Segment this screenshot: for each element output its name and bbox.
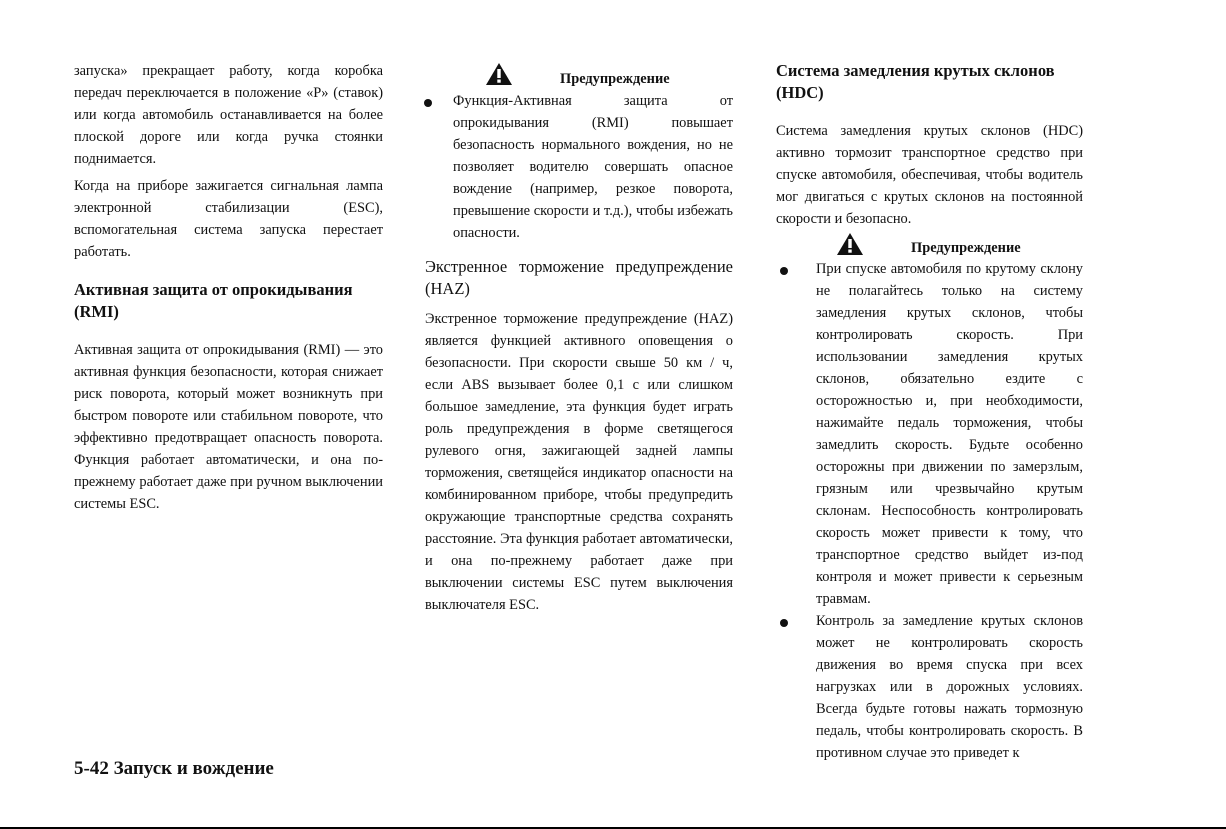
warning-header [776, 234, 1083, 258]
list-item [776, 258, 1083, 610]
warning-list [776, 258, 1083, 764]
paragraph: Когда на приборе зажигается сигнальная лампа электронной стабилизации (ESC), вспомогательная система запуска перестает работать. [74, 178, 383, 260]
page-footer-title: 5-42 Запуск и вождение [74, 758, 274, 779]
left-column [74, 60, 383, 515]
paragraph: Система замедления крутых склонов (HDC) активно тормозит транспортное средство при спуске автомобиля, обеспечивая, чтобы водитель мог двигаться с крутых склонов на постоянной скорости и безопасно. [776, 123, 1083, 227]
bullet-icon [780, 267, 788, 275]
list-item [776, 610, 1083, 764]
list-item [425, 90, 733, 244]
warning-title: Предупреждение [911, 240, 1021, 256]
warning-title: Предупреждение [560, 71, 670, 87]
warning-text: Функция-Активная защита от опрокидывания (RMI) повышает безопасность нормального вождения, но не позволяет водителю совершать опасное вождение (например, резкое поворота, превышение скорости и т.д.), чтобы избежать опасности. [453, 93, 733, 241]
section-heading-rmi: Активная защита от опрокидывания (RMI) [74, 280, 353, 321]
paragraph: запуска» прекращает работу, когда коробка передач переключается в положение «P» (ставок) или когда автомобиль останавливается на более плоской дороге или когда ручка стоянки поднимается. [74, 63, 383, 167]
section-heading-hdc: Система замедления крутых склонов (HDC) [776, 61, 1055, 102]
warning-list [425, 90, 733, 244]
bullet-icon [780, 619, 788, 627]
warning-text: При спуске автомобиля по крутому склону не полагайтесь только на систему замедления крутых склонов, чтобы контролировать скорость. При использовании замедления крутых склонов, обязательно ездите с осторожностью и, при необходимости, нажимайте педаль торможения, чтобы замедлить скорость. Будьте особенно осторожны при движении по замерзлым, грязным или чрезвычайно крутым склонам. Неспособность контролировать скорость может привести к тому, что транспортное средство выйдет из-под контроля и может привести к серьезным травмам. [816, 261, 1083, 607]
warning-text: Контроль за замедление крутых склонов может не контролировать скорость движения во время спуска при всех нагрузках или в дорожных условиях. Всегда будьте готовы нажать тормозную педаль, чтобы контролировать скорость. В противном случае это приведет к [816, 613, 1083, 761]
warning-triangle-icon [836, 232, 864, 256]
right-column [776, 60, 1083, 764]
warning-triangle-icon [485, 62, 513, 86]
section-heading-haz: Экстренное торможение предупреждение (HAZ) [425, 257, 733, 298]
middle-column [425, 60, 733, 616]
paragraph: Активная защита от опрокидывания (RMI) — это активная функция безопасности, которая снижает риск поворота, который может возникнуть при быстром повороте или стабильном повороте, что эффективно предотвращает опасность поворота. Функция работает автоматически, и она по-прежнему работает даже при ручном выключении системы ESC. [74, 342, 383, 512]
bullet-icon [424, 99, 432, 107]
paragraph: Экстренное торможение предупреждение (HAZ) является функцией активного оповещения о безопасности. При скорости свыше 50 км / ч, если ABS вызывает более 0,1 с или слишком большое замедление, эта функция будет играть роль предупреждения в форме светящегося рулевого огня, зажигающей задней лампы торможения, светящейся индикатор опасности на комбинированном приборе, чтобы предупредить окружающие транспортные средства сохранять расстояние. Эта функция работает автоматически, и она по-прежнему работает даже при выключении системы ESC путем выключения выключателя ESC. [425, 311, 733, 613]
warning-header [425, 60, 733, 90]
